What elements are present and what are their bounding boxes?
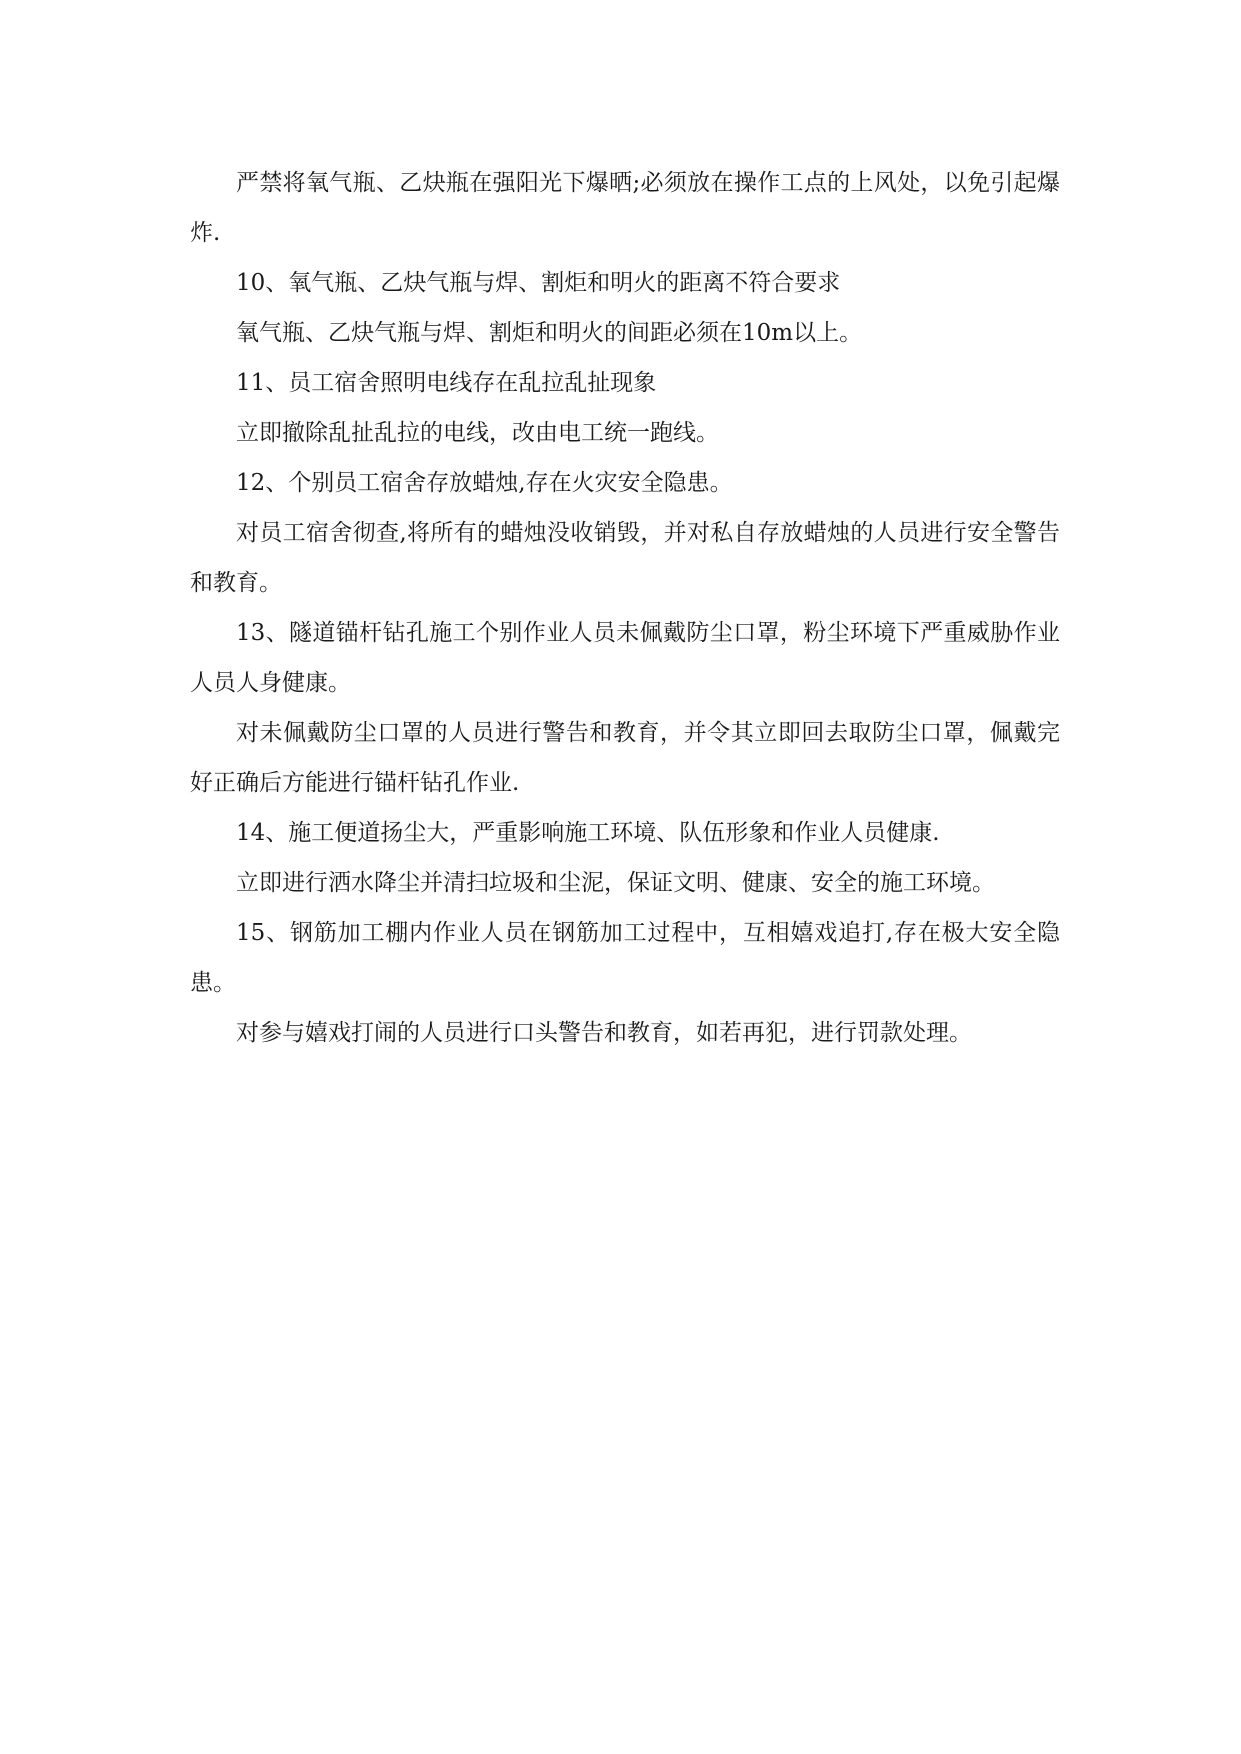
paragraph-heading: 10、氧气瓶、乙炔气瓶与焊、割炬和明火的距离不符合要求 — [236, 270, 841, 296]
paragraph: 对未佩戴防尘口罩的人员进行警告和教育，并令其立即回去取防尘口罩，佩戴完好正确后方能进行锚杆钻孔作业. — [190, 720, 1060, 796]
paragraph: 严禁将氧气瓶、乙炔瓶在强阳光下爆晒;必须放在操作工点的上风处，以免引起爆炸. — [190, 170, 1060, 246]
paragraph-heading: 11、员工宿舍照明电线存在乱拉乱扯现象 — [236, 370, 657, 396]
paragraph-heading: 13、隧道锚杆钻孔施工个别作业人员未佩戴防尘口罩，粉尘环境下严重威胁作业人员人身健康。 — [190, 620, 1060, 696]
paragraph: 对参与嬉戏打闹的人员进行口头警告和教育，如若再犯，进行罚款处理。 — [236, 1020, 972, 1046]
document-body — [190, 158, 1060, 1058]
paragraph-heading: 12、个别员工宿舍存放蜡烛,存在火灾安全隐患。 — [236, 470, 733, 496]
paragraph-heading: 15、钢筋加工棚内作业人员在钢筋加工过程中，互相嬉戏追打,存在极大安全隐患。 — [190, 920, 1060, 996]
paragraph: 对员工宿舍彻查,将所有的蜡烛没收销毁，并对私自存放蜡烛的人员进行安全警告和教育。 — [190, 520, 1060, 596]
paragraph: 立即撤除乱扯乱拉的电线，改由电工统一跑线。 — [236, 420, 719, 446]
paragraph: 立即进行洒水降尘并清扫垃圾和尘泥，保证文明、健康、安全的施工环境。 — [236, 870, 995, 896]
paragraph: 氧气瓶、乙炔气瓶与焊、割炬和明火的间距必须在10m以上。 — [236, 320, 863, 346]
paragraph-heading: 14、施工便道扬尘大，严重影响施工环境、队伍形象和作业人员健康. — [236, 820, 940, 846]
